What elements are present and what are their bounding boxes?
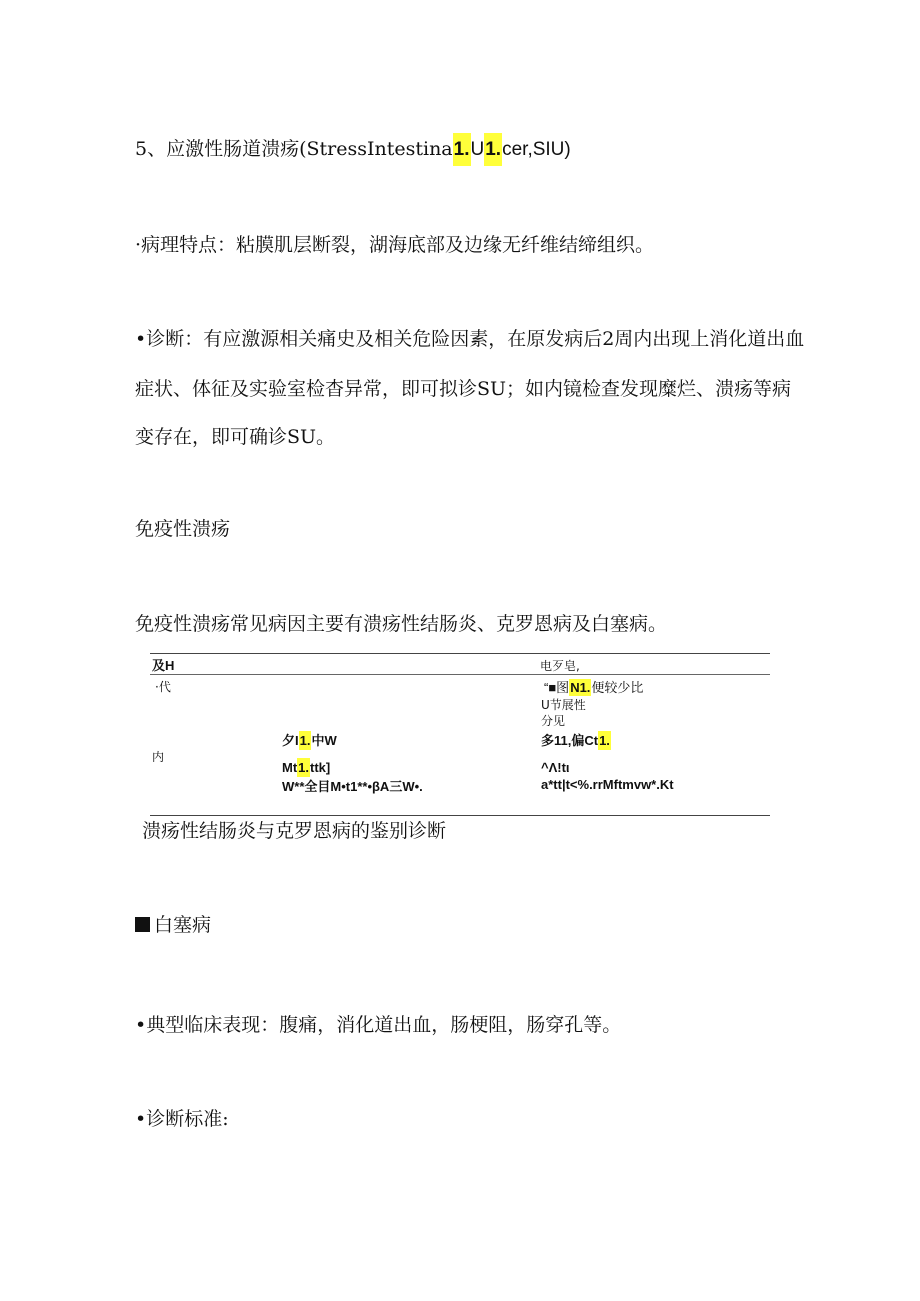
table-cell-right-1 (544, 680, 643, 695)
cell-highlight: 1. (298, 760, 310, 775)
cell-highlight: 1. (599, 733, 610, 748)
table-header-left: 及H (152, 658, 175, 673)
cell-text: “■图 (544, 680, 570, 695)
table-header-rule (150, 674, 770, 675)
heading-prefix: 5、应激性肠道溃疡(StressIntestina (135, 138, 453, 160)
table-cell-left-1 (282, 733, 337, 748)
diagnosis-line-3: 变存在，即可确诊SU。 (135, 426, 336, 448)
table-header-right: 电歹皂, (540, 659, 580, 673)
pathology-paragraph: ·病理特点：粘膜肌层断裂，湖海底部及边缘无纤维结缔组织。 (135, 234, 655, 256)
cell-highlight: N1. (570, 680, 591, 695)
behcet-clinical: •典型临床表现：腹痛，消化道出血，肠梗阻，肠穿孔等。 (135, 1014, 622, 1036)
heading-mid: U (470, 139, 485, 160)
table-row-label: ·代 (155, 680, 171, 694)
immune-title: 免疫性溃疡 (135, 518, 231, 540)
behcet-title-text: 白塞病 (154, 914, 212, 936)
table-top-rule (150, 653, 770, 654)
cell-text: ttk] (310, 760, 331, 775)
table-cell-left-3: W**全目M•t1**•βA三W•. (282, 779, 423, 794)
cell-text: 便较少比 (591, 680, 644, 695)
table-cell-right-3: 分见 (541, 714, 566, 728)
cell-text: 中W (311, 733, 337, 748)
behcet-criteria: •诊断标准: (135, 1108, 229, 1130)
table-cell-right-5: ^Λ!tι (541, 760, 570, 775)
heading-highlight-2: 1. (484, 133, 502, 166)
behcet-title (135, 916, 211, 935)
cell-highlight: 1. (299, 733, 311, 748)
cell-text: 多11,偏Ct (541, 733, 599, 748)
cell-text: Mt (282, 760, 298, 775)
table-cell-right-4 (541, 733, 611, 748)
heading-suffix: cer,SIU) (502, 139, 571, 160)
diagnosis-line-1: •诊断：有应激源相关痛史及相关危险因素，在原发病后2周内出现上消化道出血 (135, 328, 805, 350)
cell-text: 夕I (282, 733, 299, 748)
table-caption: 溃疡性结肠炎与克罗恩病的鉴别诊断 (142, 820, 447, 842)
diagnosis-line-2: 症状、体征及实验室检杳异常，即可拟诊SU；如内镜检查发现糜烂、溃疡等病 (135, 378, 792, 400)
table-mid-label: 内 (152, 750, 165, 764)
heading-highlight-1: 1. (453, 133, 471, 166)
square-bullet-icon (135, 917, 150, 932)
table-cell-right-2: U节展性 (541, 698, 586, 712)
immune-description: 免疫性溃疡常见病因主要有溃疡性结肠炎、克罗恩病及白塞病。 (135, 613, 668, 635)
section-heading (135, 140, 571, 159)
table-cell-right-6: a*tt|t<%.rrMftmvw*.Kt (541, 777, 674, 792)
table-cell-left-2 (282, 760, 330, 775)
table-bottom-rule (150, 815, 770, 816)
